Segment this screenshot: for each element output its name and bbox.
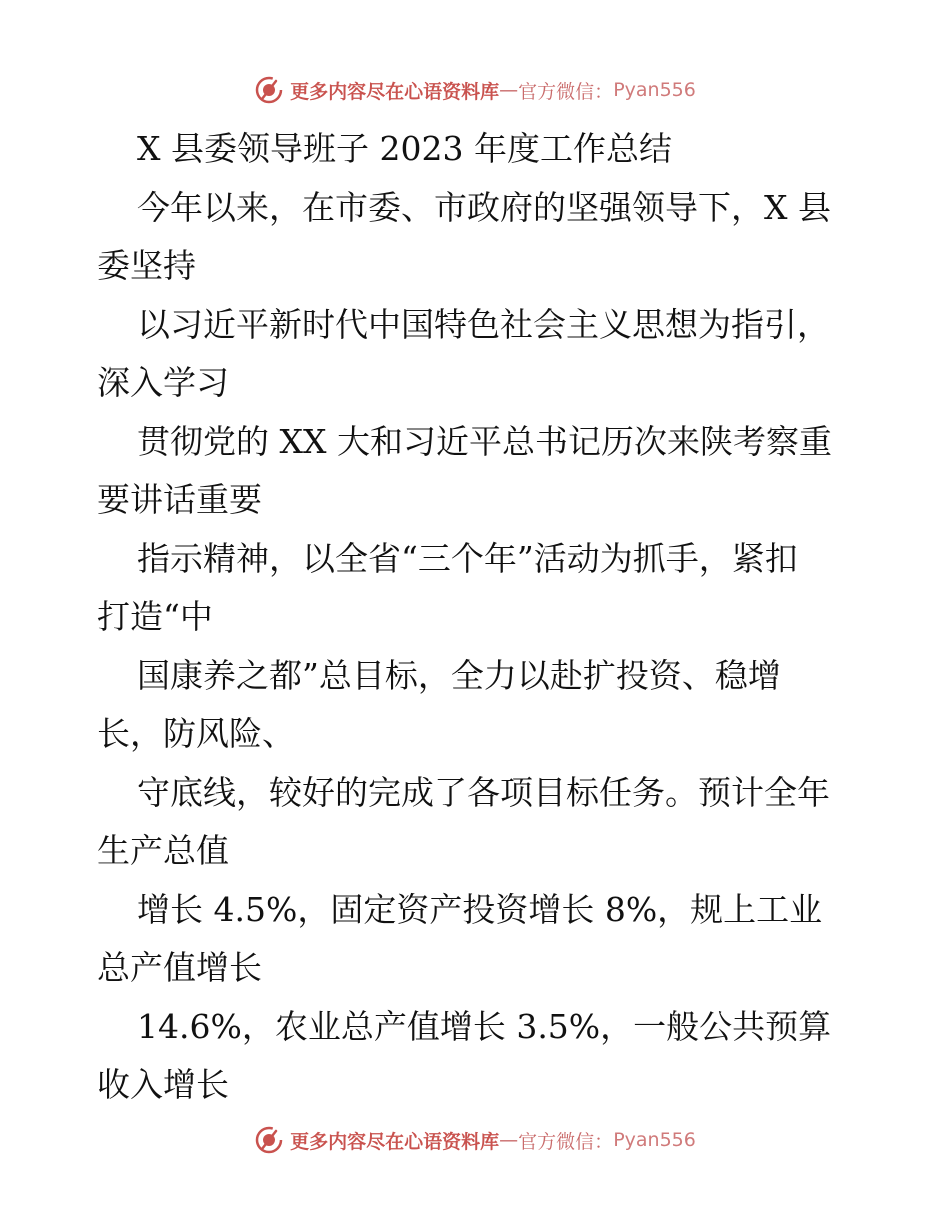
watermark-label: 官方微信： [518,1130,614,1153]
watermark-separator: — [499,1129,519,1151]
text-line: 守底线，较好的完成了各项目标任务。预计全年 [137,772,830,812]
text-line: 贯彻党的 XX 大和习近平总书记历次来陕考察重 [137,421,832,461]
document-body [97,120,857,1115]
text-line: 委坚持 [97,246,196,285]
watermark-separator: — [499,79,519,101]
footer-watermark [0,1120,950,1160]
text-line: 以习近平新时代中国特色社会主义思想为指引， [137,304,830,344]
header-watermark [0,70,950,110]
text-line: 生产总值 [97,831,229,870]
text-line: 增长 4.5%，固定资产投资增长 8%，规上工业 [137,889,823,929]
watermark-label: 官方微信： [518,80,614,103]
brush-seal-icon [254,75,284,105]
watermark-brand: 更多内容尽在心语资料库 [290,80,500,103]
text-line: 总产值增长 [97,948,262,987]
text-line: 要讲话重要 [97,480,262,519]
watermark-id: Pyan556 [613,1129,696,1151]
watermark-brand: 更多内容尽在心语资料库 [290,1130,500,1153]
text-line: 打造“中 [97,597,213,636]
text-line: 深入学习 [97,363,229,402]
text-line: 指示精神，以全省“三个年”活动为抓手，紧扣 [137,538,798,578]
text-line: 长，防风险、 [97,714,295,753]
document-title: X 县委领导班子 2023 年度工作总结 [137,129,672,168]
text-line: 国康养之都”总目标，全力以赴扩投资、稳增 [137,655,781,695]
text-line: 收入增长 [97,1065,229,1104]
text-line: 今年以来，在市委、市政府的坚强领导下，X 县 [137,187,831,227]
brush-seal-icon [254,1125,284,1155]
text-line: 14.6%，农业总产值增长 3.5%，一般公共预算 [137,1006,832,1046]
watermark-id: Pyan556 [613,79,696,101]
